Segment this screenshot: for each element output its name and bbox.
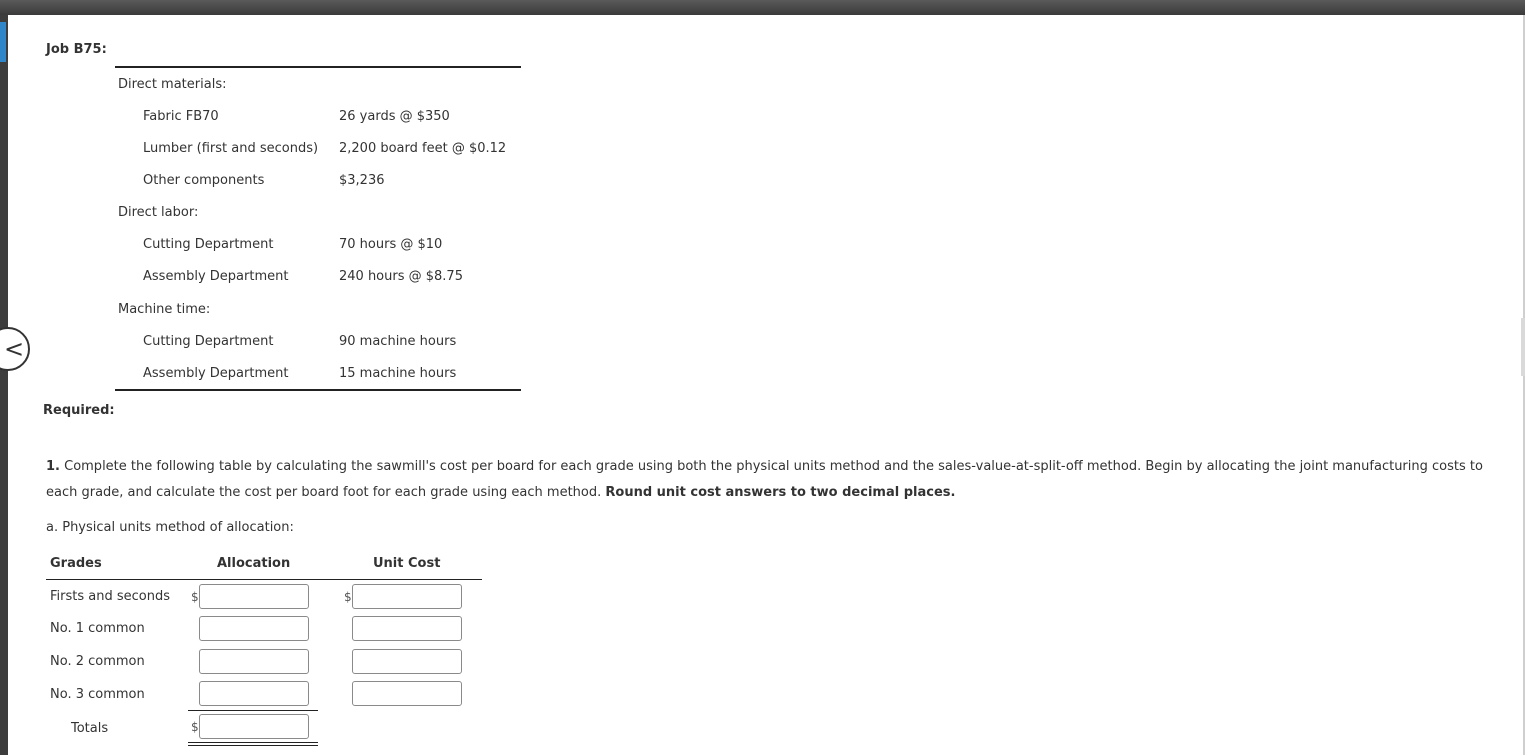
chevron-left-icon: < (3, 335, 25, 363)
totals-label: Totals (71, 721, 109, 736)
total-allocation-input[interactable] (199, 714, 309, 739)
material-value: 2,200 board feet @ $0.12 (339, 141, 507, 156)
grade-label: No. 1 common (50, 621, 145, 636)
labor-value: 240 hours @ $8.75 (339, 269, 463, 284)
material-value: $3,236 (339, 173, 385, 188)
currency-sign: $ (344, 590, 352, 604)
labor-label: Assembly Department (143, 269, 289, 284)
currency-sign: $ (191, 720, 199, 734)
unit-cost-input[interactable] (352, 584, 462, 609)
machine-value: 15 machine hours (339, 366, 457, 381)
rounding-instruction: Round unit cost answers to two decimal places. (605, 485, 956, 500)
direct-labor-heading: Direct labor: (118, 205, 199, 220)
back-button[interactable] (0, 327, 30, 371)
unit-cost-input[interactable] (352, 649, 462, 674)
machine-time-heading: Machine time: (118, 302, 211, 317)
part-a-heading: a. Physical units method of allocation: (46, 520, 294, 535)
left-accent-tab (0, 22, 6, 62)
currency-sign: $ (191, 590, 199, 604)
unit-cost-input[interactable] (352, 616, 462, 641)
grade-label: No. 3 common (50, 687, 145, 702)
grade-label: No. 2 common (50, 654, 145, 669)
job-top-rule (115, 66, 521, 68)
grade-label: Firsts and seconds (50, 589, 170, 604)
material-label: Lumber (first and seconds) (143, 141, 319, 156)
labor-label: Cutting Department (143, 237, 274, 252)
job-title: Job B75: (46, 42, 107, 57)
allocation-input[interactable] (199, 649, 309, 674)
totals-top-rule (188, 710, 318, 711)
machine-label: Assembly Department (143, 366, 289, 381)
question-1-text (46, 454, 1506, 506)
labor-value: 70 hours @ $10 (339, 237, 443, 252)
material-value: 26 yards @ $350 (339, 109, 450, 124)
allocation-header: Allocation (217, 556, 291, 571)
material-label: Other components (143, 173, 265, 188)
allocation-input[interactable] (199, 681, 309, 706)
required-label: Required: (43, 403, 115, 418)
material-label: Fabric FB70 (143, 109, 219, 124)
allocation-input[interactable] (199, 584, 309, 609)
grades-header: Grades (50, 556, 102, 571)
totals-double-rule-1 (188, 742, 318, 743)
question-body: Complete the following table by calculating the sawmill's cost per board for each grade using both the physical units method and the sales-value-at-split-off method. Begin by allocating the joint manufacturing costs to each grade, and calculate the cost per board foot for each grade using each method. (46, 459, 1483, 500)
machine-label: Cutting Department (143, 334, 274, 349)
window-top-bar (0, 0, 1525, 15)
direct-materials-heading: Direct materials: (118, 77, 227, 92)
left-sidebar-strip (0, 15, 8, 755)
table-header-rule (46, 579, 482, 580)
unit-cost-input[interactable] (352, 681, 462, 706)
totals-double-rule-2 (188, 745, 318, 746)
unit-cost-header: Unit Cost (373, 556, 441, 571)
right-scroll-marker (1521, 318, 1525, 376)
allocation-input[interactable] (199, 616, 309, 641)
machine-value: 90 machine hours (339, 334, 457, 349)
job-bottom-rule (115, 389, 521, 391)
question-number: 1. (46, 459, 60, 474)
